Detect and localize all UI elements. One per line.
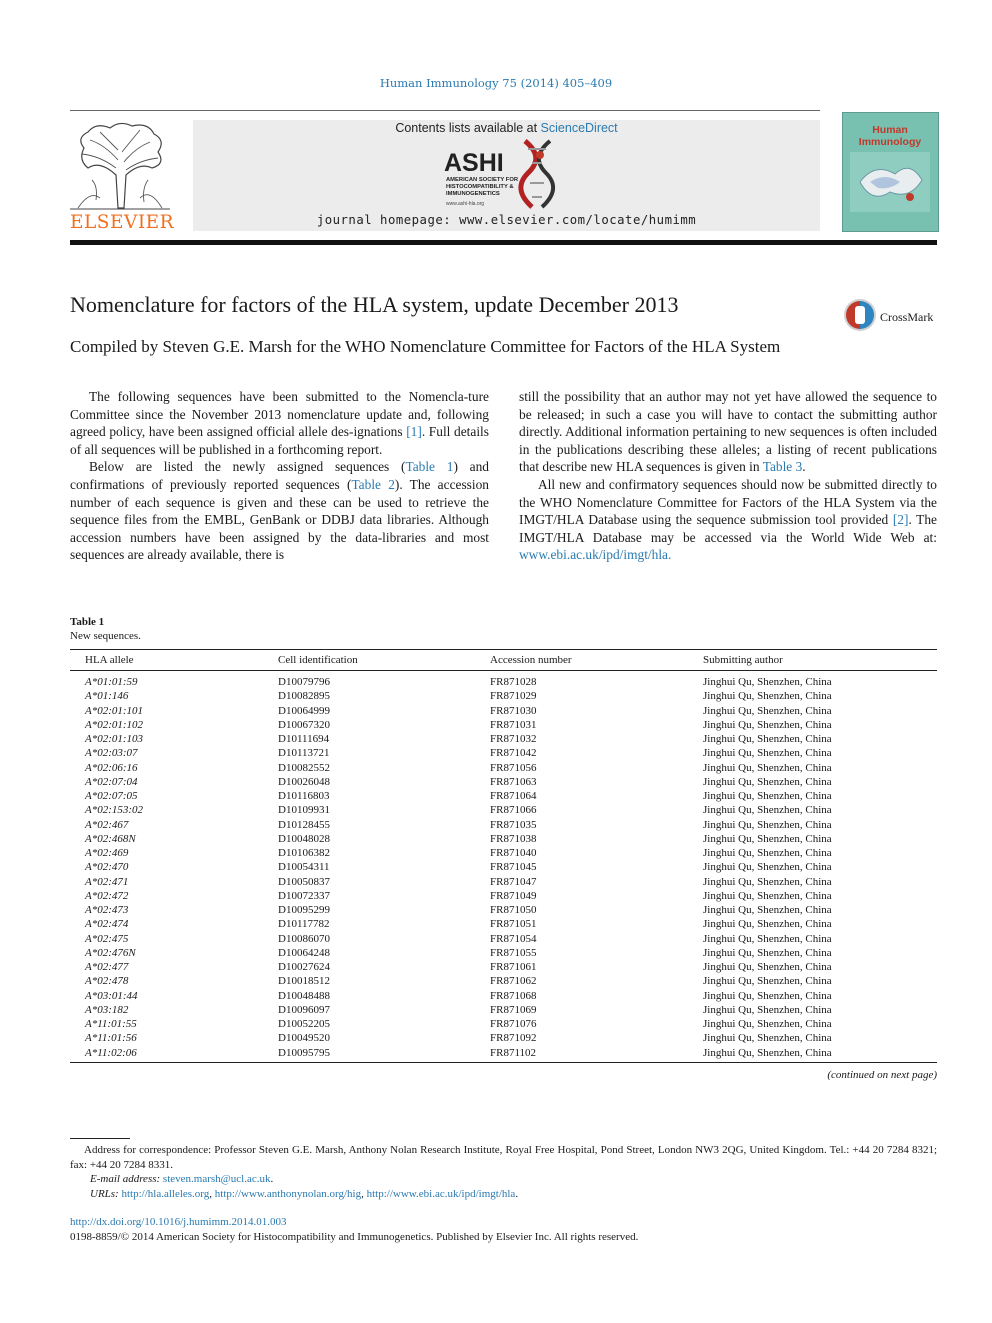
author-cell: Jinghui Qu, Shenzhen, China <box>703 847 832 859</box>
author-cell: Jinghui Qu, Shenzhen, China <box>703 918 832 931</box>
author-cell: Jinghui Qu, Shenzhen, China <box>703 790 832 802</box>
footnote-email <box>70 1172 937 1187</box>
header-thick-rule <box>70 240 937 245</box>
table-row <box>70 903 937 917</box>
journal-homepage <box>193 213 820 227</box>
accession-cell: FR871040 <box>490 847 537 859</box>
accession-cell: FR871032 <box>490 733 537 745</box>
cell-id-cell: D10026048 <box>278 775 330 788</box>
ashi-url: www.ashi-hla.org <box>446 201 485 207</box>
cell-id-cell: D10067320 <box>278 718 330 731</box>
accession-cell: FR871066 <box>490 804 537 817</box>
cover-image <box>850 152 930 212</box>
table-row <box>70 675 937 689</box>
email-link[interactable]: steven.marsh@ucl.ac.uk <box>162 1173 271 1185</box>
allele-cell: A*02:467 <box>85 818 129 831</box>
accession-cell: FR871028 <box>490 676 537 688</box>
author-cell: Jinghui Qu, Shenzhen, China <box>703 1018 832 1030</box>
accession-cell: FR871062 <box>490 975 537 988</box>
allele-cell: A*02:01:102 <box>85 718 144 731</box>
allele-cell: A*02:153:02 <box>85 804 144 817</box>
allele-cell: A*11:01:55 <box>85 1018 137 1030</box>
table-row <box>70 761 937 775</box>
author-cell: Jinghui Qu, Shenzhen, China <box>703 761 832 774</box>
ref-2-link[interactable]: [2] <box>892 512 909 528</box>
author-cell: Jinghui Qu, Shenzhen, China <box>703 747 832 760</box>
author-cell: Jinghui Qu, Shenzhen, China <box>703 1046 832 1059</box>
author-cell: Jinghui Qu, Shenzhen, China <box>703 718 832 731</box>
accession-cell: FR871055 <box>490 946 537 959</box>
accession-cell: FR871030 <box>490 704 537 717</box>
text: The following sequences have been submitted to the Nomencla-ture Committee since the November 2013 nomenclature update and, following agreed policy, have been assigned official allele des-ignations <box>70 389 489 440</box>
cover-title <box>846 124 934 148</box>
footnote-rule <box>70 1138 130 1139</box>
table-header-allele: HLA allele <box>85 654 134 666</box>
header-divider <box>70 110 820 111</box>
table-row <box>70 832 937 846</box>
url-sep: , <box>361 1187 367 1200</box>
paragraph-4 <box>519 476 937 564</box>
cell-id-cell: D10064999 <box>278 704 330 717</box>
homepage-url[interactable]: www.elsevier.com/locate/humimm <box>459 213 697 227</box>
body-column-left <box>70 388 489 564</box>
accession-cell: FR871092 <box>490 1032 537 1045</box>
allele-cell: A*11:01:56 <box>85 1032 137 1045</box>
table-row <box>70 689 937 703</box>
allele-cell: A*02:468N <box>85 832 136 845</box>
accession-cell: FR871068 <box>490 989 537 1002</box>
author-cell: Jinghui Qu, Shenzhen, China <box>703 889 832 902</box>
table-row <box>70 875 937 889</box>
table-row <box>70 803 937 817</box>
author-cell: Jinghui Qu, Shenzhen, China <box>703 704 832 717</box>
allele-cell: A*02:477 <box>85 961 129 973</box>
author-cell: Jinghui Qu, Shenzhen, China <box>703 904 832 916</box>
table-row <box>70 818 937 832</box>
body-column-right <box>519 388 937 564</box>
table-header-cell: Cell identification <box>278 654 358 666</box>
table-row <box>70 946 937 960</box>
accession-cell: FR871056 <box>490 761 537 774</box>
cell-id-cell: D10027624 <box>278 961 330 973</box>
allele-cell: A*02:476N <box>85 946 136 959</box>
table-row <box>70 974 937 988</box>
table-row <box>70 932 937 946</box>
table-caption: New sequences. <box>70 630 141 642</box>
table-row <box>70 718 937 732</box>
ashi-logo <box>440 137 580 212</box>
allele-cell: A*01:146 <box>85 690 129 703</box>
table-row <box>70 960 937 974</box>
table-3-link[interactable]: Table 3 <box>762 459 803 475</box>
accession-cell: FR871042 <box>490 747 537 760</box>
author-cell: Jinghui Qu, Shenzhen, China <box>703 975 832 988</box>
cell-id-cell: D10095795 <box>278 1046 330 1059</box>
url-ebi-imgt[interactable]: http://www.ebi.ac.uk/ipd/imgt/hla <box>366 1187 516 1200</box>
cell-id-cell: D10054311 <box>278 861 330 874</box>
author-cell: Jinghui Qu, Shenzhen, China <box>703 875 832 888</box>
table-row <box>70 746 937 760</box>
crossmark-label[interactable]: CrossMark <box>880 310 934 324</box>
accession-cell: FR871069 <box>490 1003 537 1016</box>
ashi-name-line3: IMMUNOGENETICS <box>446 191 500 197</box>
cell-id-cell: D10096097 <box>278 1003 330 1016</box>
author-cell: Jinghui Qu, Shenzhen, China <box>703 818 832 831</box>
cell-id-cell: D10018512 <box>278 975 330 988</box>
contents-prefix: Contents lists available at <box>395 121 541 135</box>
table-header-author: Submitting author <box>703 654 783 666</box>
allele-cell: A*01:01:59 <box>85 676 138 688</box>
author-cell: Jinghui Qu, Shenzhen, China <box>703 733 832 745</box>
crossmark-icon[interactable] <box>843 298 877 332</box>
ref-1-link[interactable]: [1] <box>406 424 422 440</box>
table-row <box>70 889 937 903</box>
table-rule-bottom <box>70 1062 937 1063</box>
cell-id-cell: D10086070 <box>278 932 330 945</box>
author-cell: Jinghui Qu, Shenzhen, China <box>703 804 832 817</box>
table-row <box>70 1017 937 1031</box>
accession-cell: FR871047 <box>490 875 537 888</box>
allele-cell: A*11:02:06 <box>85 1046 137 1059</box>
accession-cell: FR871049 <box>490 889 537 902</box>
url-anthony-nolan[interactable]: http://www.anthonynolan.org/hig <box>214 1187 362 1200</box>
table-row <box>70 732 937 746</box>
cell-id-cell: D10111694 <box>278 733 330 745</box>
accession-cell: FR871102 <box>490 1046 537 1059</box>
cover-title-line2: Immunology <box>858 136 922 148</box>
allele-cell: A*02:475 <box>85 932 129 945</box>
journal-reference[interactable]: Human Immunology 75 (2014) 405–409 <box>379 76 613 90</box>
author-cell: Jinghui Qu, Shenzhen, China <box>703 961 832 973</box>
cell-id-cell: D10106382 <box>278 847 330 859</box>
text: . <box>802 459 806 475</box>
table-row <box>70 1003 937 1017</box>
text: All new and confirmatory sequences should now be submitted directly to the WHO Nomenclature Committee for Factors of the HLA System via the IMGT/HLA Database using the sequence submission tool provided <box>519 476 937 528</box>
allele-cell: A*02:01:103 <box>85 733 144 745</box>
url-hla-alleles[interactable]: http://hla.alleles.org <box>121 1187 210 1200</box>
text: Below are listed the newly assigned sequences ( <box>89 459 406 475</box>
table-row <box>70 775 937 789</box>
email-end: . <box>270 1173 274 1185</box>
table-rule-mid <box>70 670 937 671</box>
cover-title-line1: Human <box>872 124 908 136</box>
table-row <box>70 789 937 803</box>
ashi-name-line2: HISTOCOMPATIBILITY & <box>446 184 514 190</box>
footnote-address: Address for correspondence: Professor Steven G.E. Marsh, Anthony Nolan Research Institute, Royal Free Hospital, Pond Street, London NW3 2QG, United Kingdom. Tel.: +44 20 7284 8321; fax: +44 20 7284 8331. <box>70 1144 937 1171</box>
elsevier-wordmark: ELSEVIER <box>70 212 175 233</box>
doi-link[interactable]: http://dx.doi.org/10.1016/j.humimm.2014.01.003 <box>70 1216 287 1228</box>
cell-id-cell: D10049520 <box>278 1032 330 1045</box>
paragraph-1 <box>70 388 489 458</box>
footnote <box>70 1143 937 1201</box>
cell-id-cell: D10052205 <box>278 1018 330 1030</box>
accession-cell: FR871029 <box>490 690 537 703</box>
table-row <box>70 846 937 860</box>
accession-cell: FR871051 <box>490 918 537 931</box>
allele-cell: A*02:06:16 <box>85 761 138 774</box>
article-title: Nomenclature for factors of the HLA system, update December 2013 <box>70 292 679 317</box>
author-cell: Jinghui Qu, Shenzhen, China <box>703 676 832 688</box>
footnote-urls <box>70 1187 937 1202</box>
author-cell: Jinghui Qu, Shenzhen, China <box>703 932 832 945</box>
accession-cell: FR871054 <box>490 932 537 945</box>
author-cell: Jinghui Qu, Shenzhen, China <box>703 861 832 874</box>
accession-cell: FR871063 <box>490 775 537 788</box>
homepage-prefix: journal homepage: <box>316 213 460 227</box>
author-cell: Jinghui Qu, Shenzhen, China <box>703 946 832 959</box>
cell-id-cell: D10116803 <box>278 790 330 802</box>
table-2-link[interactable]: Table 2 <box>351 476 395 492</box>
table-header-accession: Accession number <box>490 654 572 666</box>
allele-cell: A*02:474 <box>85 918 129 931</box>
ashi-name-line1: AMERICAN SOCIETY FOR <box>446 177 519 183</box>
url-sep: , <box>209 1187 215 1200</box>
table-row <box>70 917 937 931</box>
accession-cell: FR871045 <box>490 861 537 874</box>
cell-id-cell: D10048488 <box>278 989 330 1002</box>
copyright-notice: 0198-8859/© 2014 American Society for Histocompatibility and Immunogenetics. Published by Elsevier Inc. All rights reserved. <box>70 1231 639 1243</box>
cell-id-cell: D10072337 <box>278 889 330 902</box>
urls-end: . <box>515 1187 519 1200</box>
cell-id-cell: D10048028 <box>278 832 330 845</box>
allele-cell: A*03:01:44 <box>85 989 138 1002</box>
continued-note: (continued on next page) <box>827 1069 937 1081</box>
allele-cell: A*02:469 <box>85 847 129 859</box>
author-cell: Jinghui Qu, Shenzhen, China <box>703 690 832 703</box>
cell-id-cell: D10117782 <box>278 918 330 931</box>
cell-id-cell: D10128455 <box>278 818 330 831</box>
text: ). The accession number of each sequence is given and these can be used to retrieve the sequence files from the EMBL, GenBank or DDBJ data libraries. Although accession numbers have been assigned by the data-libraries and most sequences are already available, there is <box>70 476 489 563</box>
cell-id-cell: D10109931 <box>278 804 330 817</box>
urls-label: URLs: <box>90 1187 122 1200</box>
new-sequences-table <box>70 675 937 1060</box>
cell-id-cell: D10082895 <box>278 690 330 703</box>
cell-id-cell: D10050837 <box>278 875 330 888</box>
table-row <box>70 1031 937 1045</box>
table-row <box>70 704 937 718</box>
imgt-url-link[interactable]: www.ebi.ac.uk/ipd/imgt/hla. <box>519 547 672 563</box>
allele-cell: A*02:07:04 <box>85 775 138 788</box>
table-rule-top <box>70 649 937 650</box>
text: . Full details of all sequences will be published in a forthcoming report. <box>70 424 489 457</box>
cell-id-cell: D10113721 <box>278 747 330 760</box>
article-author: Compiled by Steven G.E. Marsh for the WHO Nomenclature Committee for Factors of the HLA System <box>70 337 781 356</box>
cell-id-cell: D10082552 <box>278 761 330 774</box>
author-cell: Jinghui Qu, Shenzhen, China <box>703 1003 832 1016</box>
table-row <box>70 860 937 874</box>
accession-cell: FR871038 <box>490 832 537 845</box>
accession-cell: FR871050 <box>490 904 537 916</box>
accession-cell: FR871064 <box>490 790 537 802</box>
allele-cell: A*02:470 <box>85 861 129 874</box>
cell-id-cell: D10064248 <box>278 946 330 959</box>
table-label: Table 1 <box>70 616 105 628</box>
accession-cell: FR871035 <box>490 818 537 831</box>
cell-id-cell: D10095299 <box>278 904 330 916</box>
author-cell: Jinghui Qu, Shenzhen, China <box>703 775 832 788</box>
accession-cell: FR871031 <box>490 718 537 731</box>
author-cell: Jinghui Qu, Shenzhen, China <box>703 832 832 845</box>
sciencedirect-link[interactable]: ScienceDirect <box>540 121 618 135</box>
allele-cell: A*03:182 <box>85 1003 129 1016</box>
allele-cell: A*02:07:05 <box>85 790 138 802</box>
text: . The IMGT/HLA Database may be accessed via the World Wide Web at: <box>519 512 938 545</box>
text: ) and confirmations of previously reported sequences ( <box>70 459 489 492</box>
contents-line <box>193 121 820 135</box>
table-1-link[interactable]: Table 1 <box>405 459 454 475</box>
text: still the possibility that an author may not yet have allowed the sequence to be released; in such a case you will have to contact the submitting author directly. Additional information pertaining to new sequences is often included in the publications describing these alleles; a listing of recent publications that describe new HLA sequences is given in <box>519 389 937 475</box>
paragraph-2 <box>70 458 489 564</box>
allele-cell: A*02:472 <box>85 889 129 902</box>
email-label: E-mail address: <box>90 1173 163 1185</box>
allele-cell: A*02:01:101 <box>85 704 144 717</box>
accession-cell: FR871061 <box>490 961 537 973</box>
allele-cell: A*02:03:07 <box>85 747 138 760</box>
accession-cell: FR871076 <box>490 1018 537 1030</box>
allele-cell: A*02:473 <box>85 904 129 916</box>
table-row <box>70 989 937 1003</box>
allele-cell: A*02:478 <box>85 975 129 988</box>
allele-cell: A*02:471 <box>85 875 129 888</box>
paragraph-3 <box>519 388 937 476</box>
table-row <box>70 1046 937 1060</box>
author-cell: Jinghui Qu, Shenzhen, China <box>703 1032 832 1045</box>
author-cell: Jinghui Qu, Shenzhen, China <box>703 989 832 1002</box>
ashi-wordmark: ASHI <box>444 149 504 177</box>
cell-id-cell: D10079796 <box>278 676 330 688</box>
